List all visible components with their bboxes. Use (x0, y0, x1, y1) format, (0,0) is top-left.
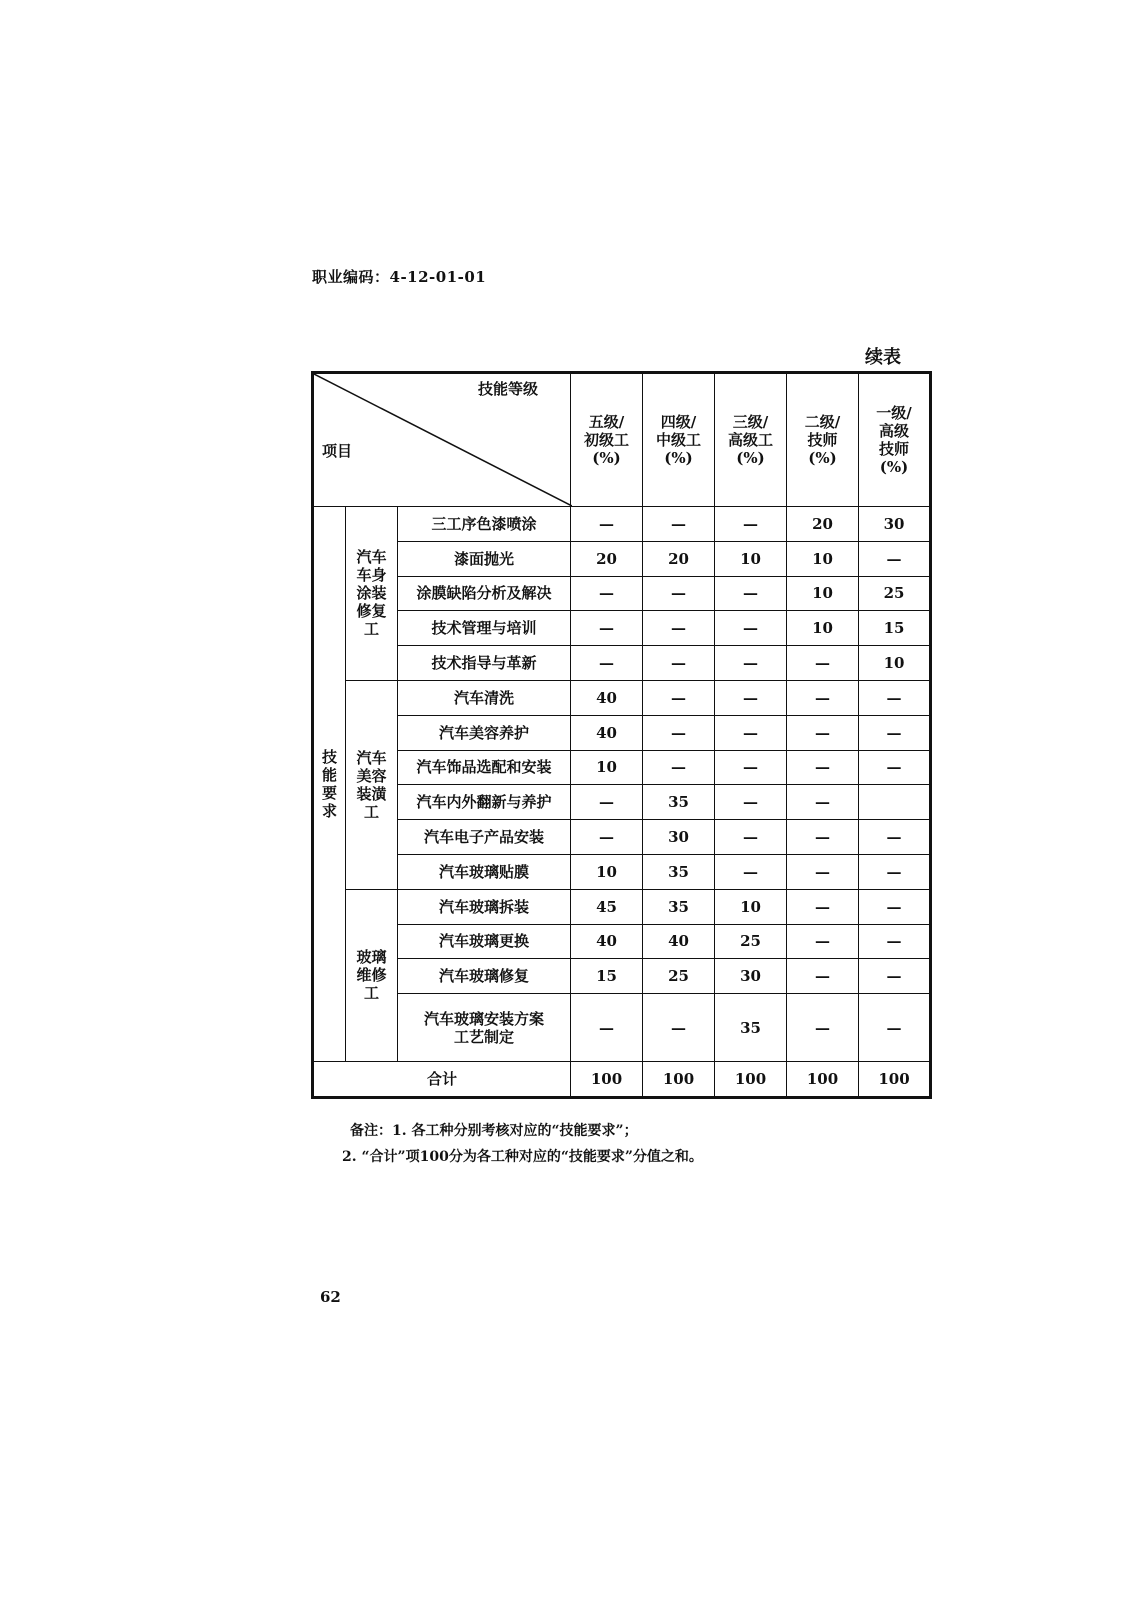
total-value: 100 (859, 1062, 931, 1098)
level-header (715, 373, 787, 507)
table-row (313, 507, 931, 542)
value-cell: — (787, 750, 859, 785)
value-cell: — (715, 507, 787, 542)
table-notes (342, 1118, 703, 1170)
value-cell: — (715, 680, 787, 715)
table-row (313, 854, 931, 889)
table-row (313, 820, 931, 855)
value-cell: — (571, 507, 643, 542)
table-row (313, 576, 931, 611)
value-cell: — (715, 820, 787, 855)
value-cell: — (787, 785, 859, 820)
item-name: 汽车饰品选配和安装 (398, 750, 571, 785)
value-cell: — (787, 646, 859, 681)
level-header-line: (%) (879, 458, 909, 476)
group-name: 汽车车身涂装修复工 (346, 507, 398, 681)
value-cell: — (643, 576, 715, 611)
skill-weight-table (311, 371, 932, 1099)
value-cell: — (787, 924, 859, 959)
level-header-line: 初级工 (584, 431, 630, 449)
value-cell: — (787, 715, 859, 750)
value-cell: — (571, 785, 643, 820)
value-cell: — (715, 854, 787, 889)
value-cell: 35 (643, 854, 715, 889)
level-header-line: (%) (808, 449, 837, 467)
header-row (313, 373, 931, 507)
level-header-line: 高级工 (728, 431, 774, 449)
item-name: 涂膜缺陷分析及解决 (398, 576, 571, 611)
value-cell: — (787, 680, 859, 715)
continued-label: 续表 (865, 347, 901, 368)
group-name: 汽车美容装潢工 (346, 680, 398, 889)
value-cell: — (643, 715, 715, 750)
skill-requirement-label: 技能要求 (313, 507, 346, 1062)
level-header-line: 技师 (879, 440, 910, 458)
item-name: 技术指导与革新 (398, 646, 571, 681)
item-name: 汽车电子产品安装 (398, 820, 571, 855)
item-name: 汽车玻璃贴膜 (398, 854, 571, 889)
table-row (313, 959, 931, 994)
value-cell (859, 785, 931, 820)
value-cell: — (859, 959, 931, 994)
value-cell: — (643, 750, 715, 785)
table-row (313, 541, 931, 576)
table-row (313, 715, 931, 750)
corner-diagonal (314, 374, 570, 506)
table-row (313, 750, 931, 785)
value-cell: — (643, 680, 715, 715)
value-cell: 35 (715, 994, 787, 1062)
note-line: 备注：1. 各工种分别考核对应的“技能要求”； (350, 1123, 638, 1139)
corner-cell (313, 373, 571, 507)
value-cell: 10 (787, 576, 859, 611)
item-name: 汽车清洗 (398, 680, 571, 715)
value-cell: 45 (571, 889, 643, 924)
group-name: 玻璃维修工 (346, 889, 398, 1061)
level-header-line: 高级 (879, 422, 910, 440)
table-row (313, 889, 931, 924)
item-name: 漆面抛光 (398, 541, 571, 576)
value-cell: 20 (643, 541, 715, 576)
value-cell: 20 (571, 541, 643, 576)
value-cell: — (715, 576, 787, 611)
level-header-line: 一级/ (876, 404, 912, 422)
table-row (313, 646, 931, 681)
value-cell: — (859, 680, 931, 715)
level-header-line: (%) (592, 449, 621, 467)
value-cell: — (859, 994, 931, 1062)
value-cell: — (859, 924, 931, 959)
level-header-line: 技师 (807, 431, 838, 449)
value-cell: — (787, 854, 859, 889)
value-cell: — (715, 646, 787, 681)
value-cell: 15 (571, 959, 643, 994)
value-cell: 10 (571, 854, 643, 889)
value-cell: 30 (715, 959, 787, 994)
total-value: 100 (787, 1062, 859, 1098)
table-row (313, 924, 931, 959)
value-cell: — (787, 889, 859, 924)
value-cell: 35 (643, 889, 715, 924)
value-cell: — (859, 820, 931, 855)
value-cell: 35 (643, 785, 715, 820)
note-line: 2. “合计”项100分为各工种对应的“技能要求”分值之和。 (342, 1149, 703, 1165)
value-cell: — (643, 994, 715, 1062)
value-cell: — (571, 611, 643, 646)
value-cell: 25 (643, 959, 715, 994)
value-cell: — (715, 785, 787, 820)
item-name: 汽车玻璃拆装 (398, 889, 571, 924)
value-cell: — (859, 889, 931, 924)
value-cell: 10 (859, 646, 931, 681)
level-header-line: 二级/ (804, 413, 841, 431)
level-header-line: 中级工 (656, 431, 702, 449)
value-cell: 40 (571, 924, 643, 959)
value-cell: 10 (571, 750, 643, 785)
value-cell: — (859, 750, 931, 785)
value-cell: 25 (715, 924, 787, 959)
level-header (787, 373, 859, 507)
value-cell: — (571, 576, 643, 611)
item-name: 三工序色漆喷涂 (398, 507, 571, 542)
occupation-code: 职业编码：4-12-01-01 (312, 268, 487, 286)
level-header (571, 373, 643, 507)
table-row (313, 994, 931, 1062)
value-cell: — (643, 507, 715, 542)
table-row (313, 680, 931, 715)
value-cell: 30 (643, 820, 715, 855)
value-cell: 10 (715, 889, 787, 924)
value-cell: — (787, 959, 859, 994)
item-name: 技术管理与培训 (398, 611, 571, 646)
page-number: 62 (320, 1288, 341, 1306)
level-header-line: 三级/ (732, 413, 769, 431)
value-cell: — (571, 994, 643, 1062)
value-cell: — (859, 541, 931, 576)
value-cell: 40 (643, 924, 715, 959)
total-value: 100 (643, 1062, 715, 1098)
value-cell: 40 (571, 715, 643, 750)
value-cell: — (643, 646, 715, 681)
level-header (643, 373, 715, 507)
value-cell: — (571, 646, 643, 681)
value-cell: 20 (787, 507, 859, 542)
total-label: 合计 (313, 1062, 571, 1098)
value-cell: — (859, 854, 931, 889)
item-name: 汽车内外翻新与养护 (398, 785, 571, 820)
level-header (859, 373, 931, 507)
item-name: 汽车美容养护 (398, 715, 571, 750)
value-cell: 25 (859, 576, 931, 611)
value-cell: — (787, 820, 859, 855)
value-cell: 10 (715, 541, 787, 576)
value-cell: 15 (859, 611, 931, 646)
level-header-line: 四级/ (660, 413, 697, 431)
value-cell: — (715, 611, 787, 646)
total-value: 100 (715, 1062, 787, 1098)
level-header-line: (%) (664, 449, 693, 467)
total-value: 100 (571, 1062, 643, 1098)
item-name: 汽车玻璃修复 (398, 959, 571, 994)
corner-header-bottom: 项目 (322, 442, 353, 460)
total-row (313, 1062, 931, 1098)
value-cell: — (715, 715, 787, 750)
value-cell: 40 (571, 680, 643, 715)
value-cell: — (859, 715, 931, 750)
value-cell: — (715, 750, 787, 785)
level-header-line: 五级/ (588, 413, 625, 431)
value-cell: 30 (859, 507, 931, 542)
level-header-line: (%) (736, 449, 765, 467)
item-name: 汽车玻璃安装方案工艺制定 (398, 994, 571, 1062)
value-cell: — (787, 994, 859, 1062)
corner-header-top: 技能等级 (478, 380, 539, 398)
item-name: 汽车玻璃更换 (398, 924, 571, 959)
value-cell: 10 (787, 541, 859, 576)
table-row (313, 611, 931, 646)
value-cell: — (571, 820, 643, 855)
table-row (313, 785, 931, 820)
value-cell: 10 (787, 611, 859, 646)
value-cell: — (643, 611, 715, 646)
